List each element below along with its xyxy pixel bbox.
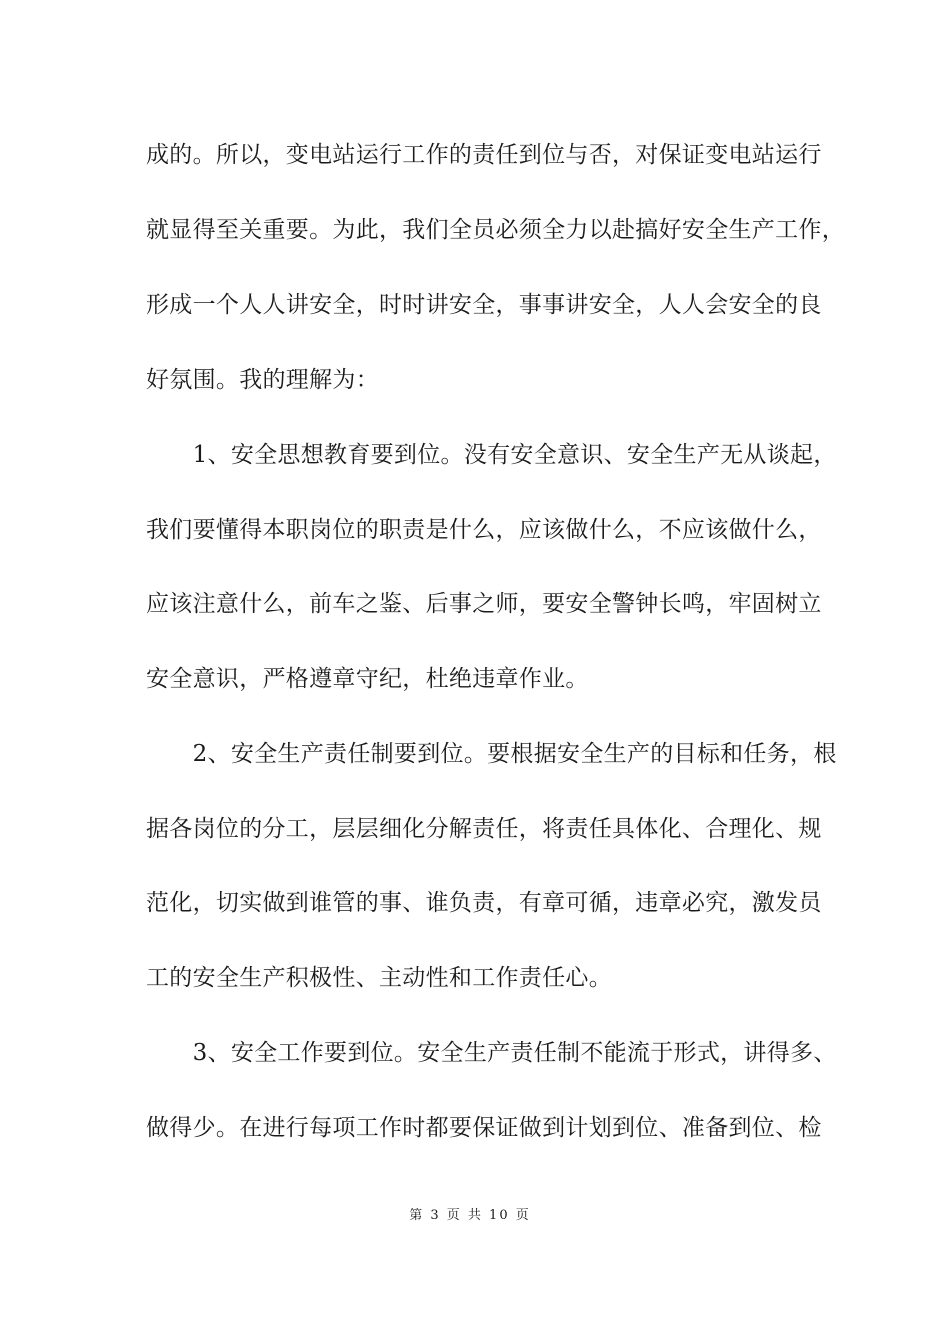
text-line: 成的。所以，变电站运行工作的责任到位与否，对保证变电站运行 [146,142,822,168]
text-line: 1、安全思想教育要到位。没有安全意识、安全生产无从谈起， [146,442,837,468]
text-line: 好氛围。我的理解为： [146,367,379,393]
text-line: 范化，切实做到谁管的事、谁负责，有章可循，违章必究，激发员 [146,890,822,916]
text-line: 安全意识，严格遵章守纪，杜绝违章作业。 [146,666,589,692]
text-line: 形成一个人人讲安全，时时讲安全，事事讲安全，人人会安全的良 [146,292,822,318]
text-line: 工的安全生产积极性、主动性和工作责任心。 [146,965,612,991]
text-line: 我们要懂得本职岗位的职责是什么，应该做什么，不应该做什么， [146,517,822,543]
text-line: 就显得至关重要。为此，我们全员必须全力以赴搞好安全生产工作， [146,217,845,243]
page-number-footer: 第 3 页 共 10 页 [409,1208,531,1223]
text-line: 应该注意什么，前车之鉴、后事之师，要安全警钟长鸣，牢固树立 [146,591,822,617]
text-line: 3、安全工作要到位。安全生产责任制不能流于形式，讲得多、 [146,1040,837,1066]
text-line: 2、安全生产责任制要到位。要根据安全生产的目标和任务，根 [146,741,837,767]
text-line: 据各岗位的分工，层层细化分解责任，将责任具体化、合理化、规 [146,816,822,842]
text-line: 做得少。在进行每项工作时都要保证做到计划到位、准备到位、检 [146,1115,822,1141]
